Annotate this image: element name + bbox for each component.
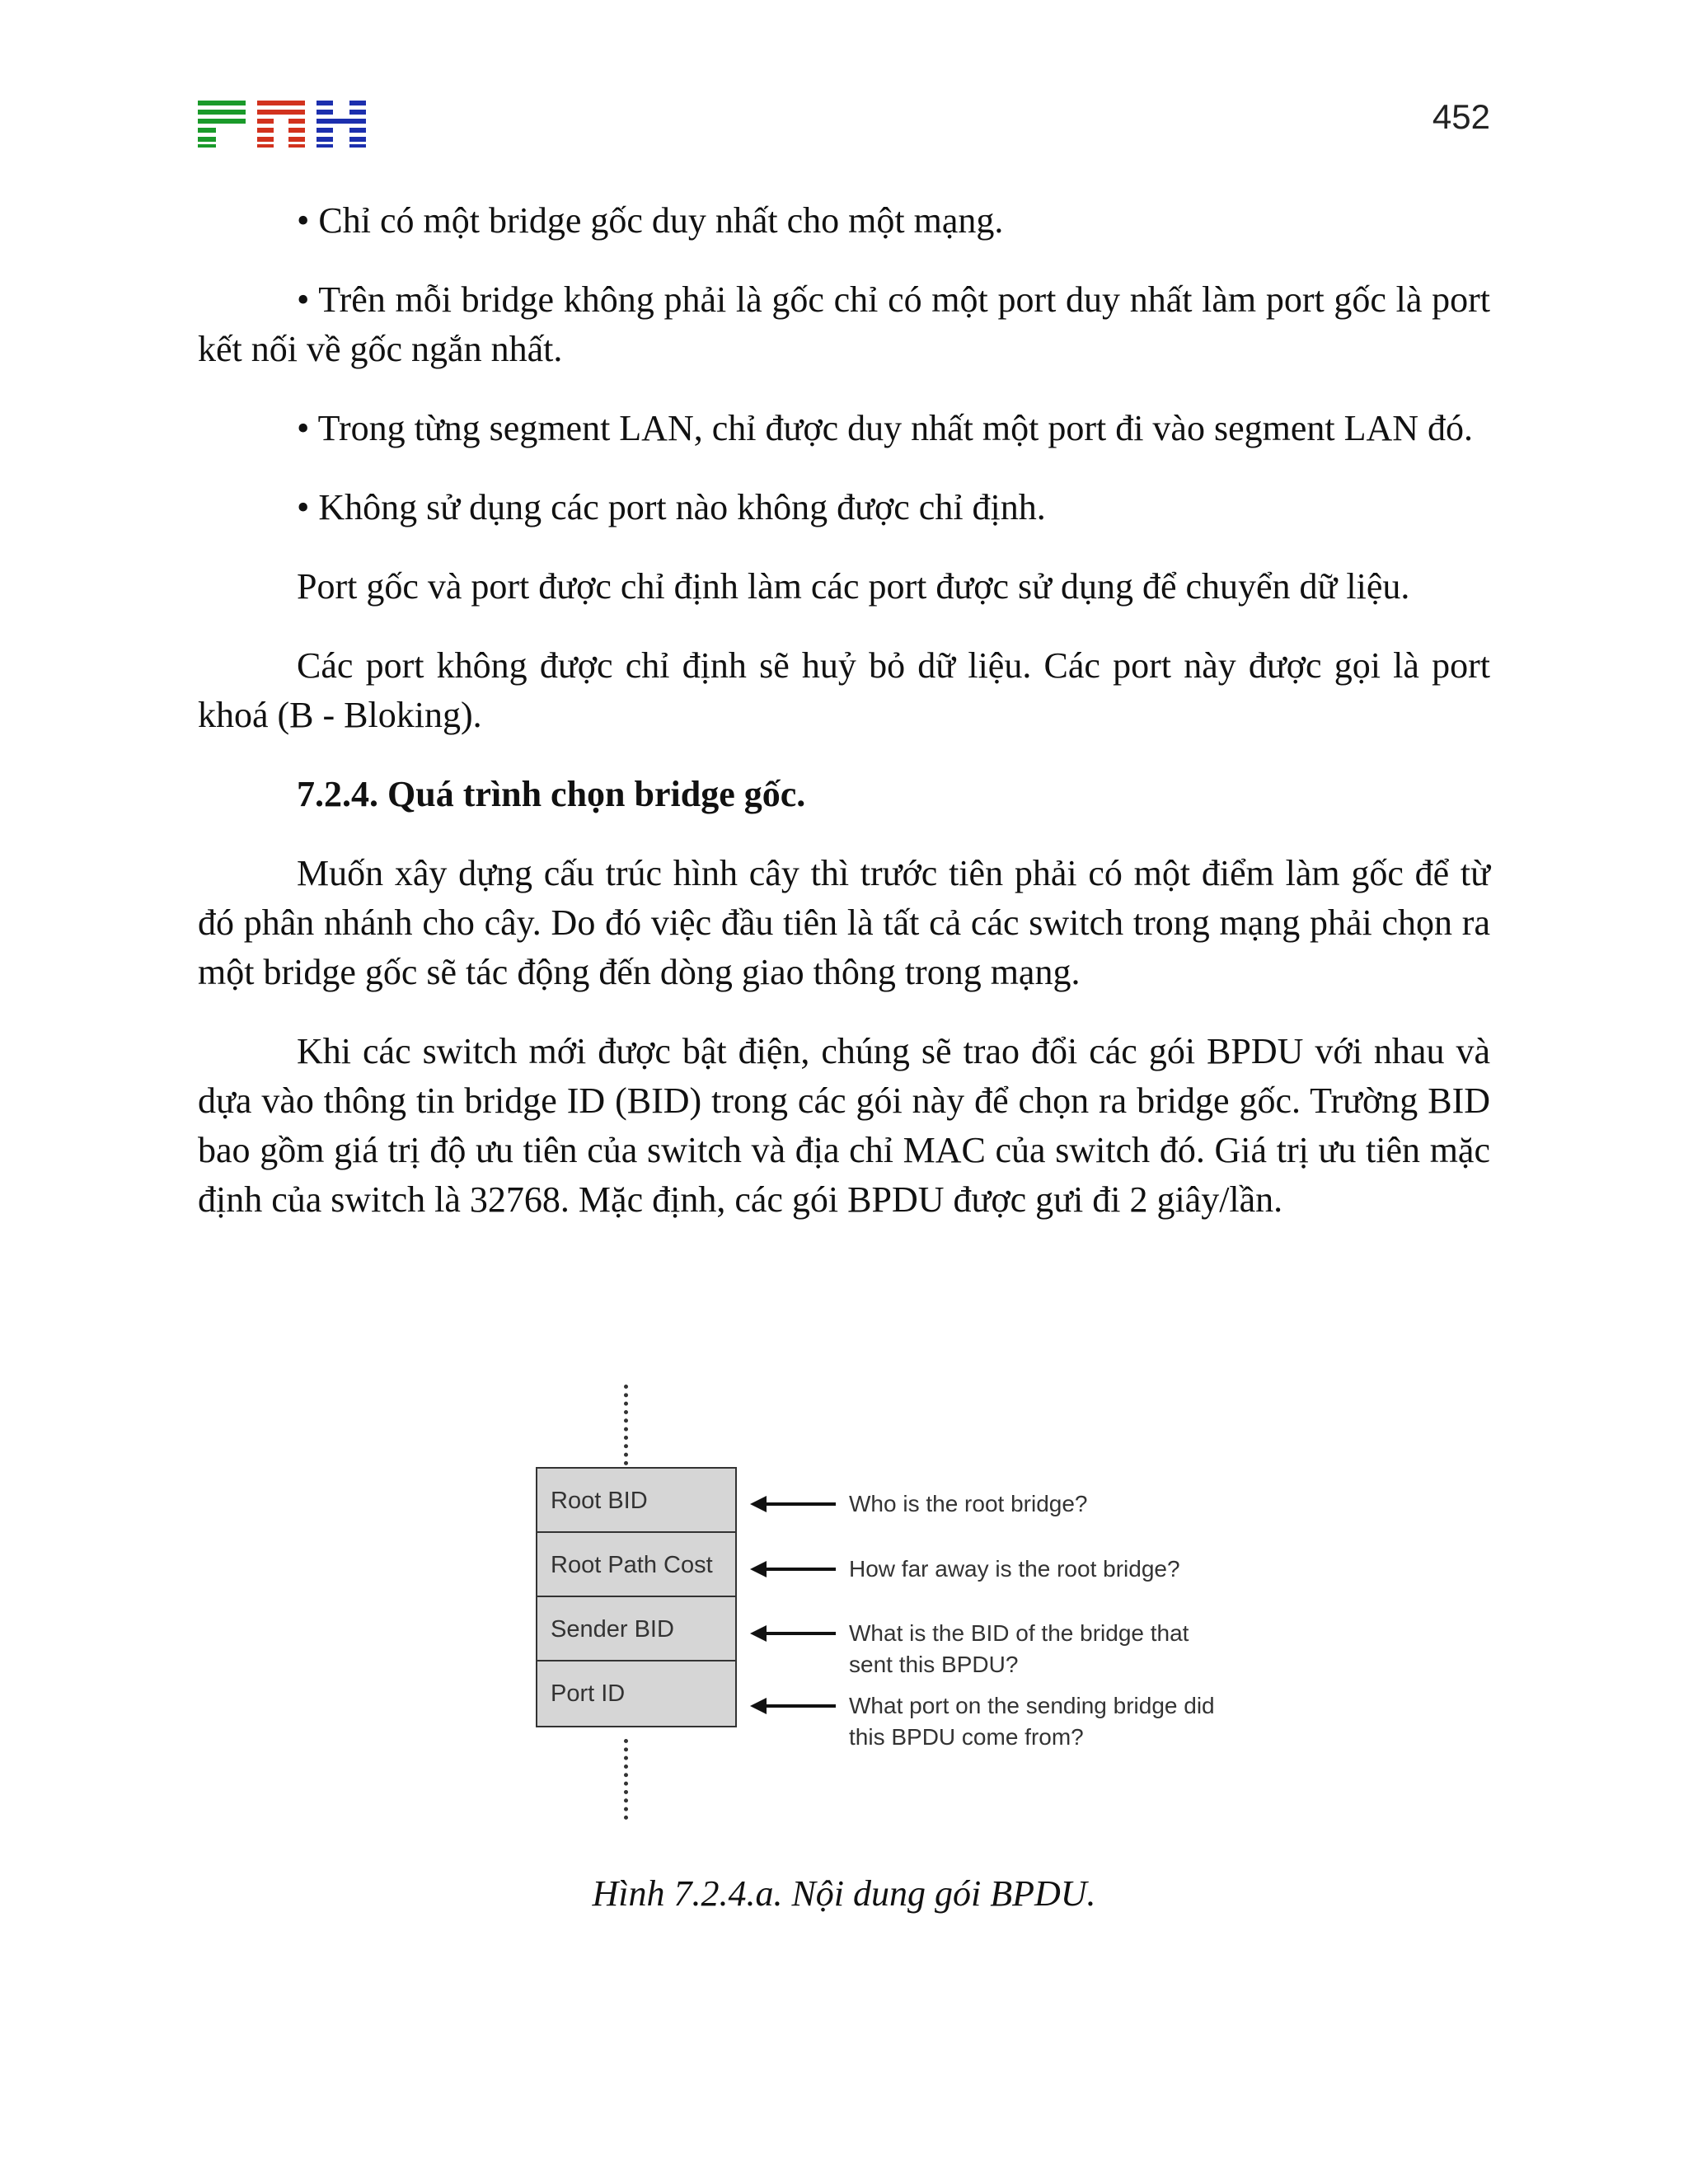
bullet-item: • Trong từng segment LAN, chỉ được duy nhất một port đi vào segment LAN đó.	[297, 408, 1474, 448]
figure-caption: Hình 7.2.4.a. Nội dung gói BPDU.	[592, 1873, 1096, 1914]
field-port-id: Port ID	[551, 1680, 626, 1707]
bpdu-figure	[528, 1376, 1253, 1838]
field-sender-bid: Sender BID	[537, 1597, 735, 1661]
section-heading: 7.2.4. Quá trình chọn bridge gốc.	[297, 774, 806, 814]
paragraph: Các port không được chỉ định sẽ huỷ bỏ dữ liệu. Các port này được gọi là port khoá (B - Bloking).	[198, 645, 1490, 735]
pnh-logo	[198, 99, 366, 148]
paragraph: Port gốc và port được chỉ định làm các port được sử dụng để chuyển dữ liệu.	[297, 566, 1410, 607]
bullet-item: • Chỉ có một bridge gốc duy nhất cho một mạng.	[297, 200, 1004, 241]
bullet-item: • Trên mỗi bridge không phải là gốc chỉ có một port duy nhất làm port gốc là port kết nối về gốc ngắn nhất.	[198, 279, 1490, 369]
bullet-item: • Không sử dụng các port nào không được chỉ định.	[297, 487, 1046, 527]
field-root-path-cost: Root Path Cost	[537, 1533, 735, 1597]
dotted-line-bottom	[624, 1739, 633, 1820]
field-root-bid: Root BID	[537, 1469, 735, 1533]
page-content	[198, 196, 1490, 1254]
dotted-line-top	[624, 1385, 633, 1465]
label-root-bid: Who is the root bridge?	[849, 1491, 1088, 1516]
paragraph: Muốn xây dựng cấu trúc hình cây thì trước tiên phải có một điểm làm gốc để từ đó phân nhánh cho cây. Do đó việc đầu tiên là tất cả các switch trong mạng phải chọn ra một bridge gốc sẽ tác động đến dòng giao thông trong mạng.	[198, 853, 1490, 992]
arrow-left-icon	[750, 1496, 836, 1512]
arrow-left-icon	[750, 1698, 836, 1714]
arrow-left-icon	[750, 1561, 836, 1577]
label-port-id: What port on the sending bridge did this BPDU come from?	[849, 1693, 1215, 1750]
label-sender-bid: What is the BID of the bridge that sent this BPDU?	[849, 1620, 1189, 1677]
arrow-left-icon	[750, 1625, 836, 1642]
page-number: 452	[1432, 97, 1490, 136]
paragraph: Khi các switch mới được bật điện, chúng sẽ trao đổi các gói BPDU với nhau và dựa vào thông tin bridge ID (BID) trong các gói này để chọn ra bridge gốc. Trường BID bao gồm giá trị độ ưu tiên của switch và địa chỉ MAC của switch đó. Giá trị ưu tiên mặc định của switch là 32768. Mặc định, các gói BPDU được gưi đi 2 giây/lần.	[198, 1031, 1490, 1220]
bpdu-frame	[536, 1467, 737, 1727]
label-root-path-cost: How far away is the root bridge?	[849, 1556, 1180, 1582]
